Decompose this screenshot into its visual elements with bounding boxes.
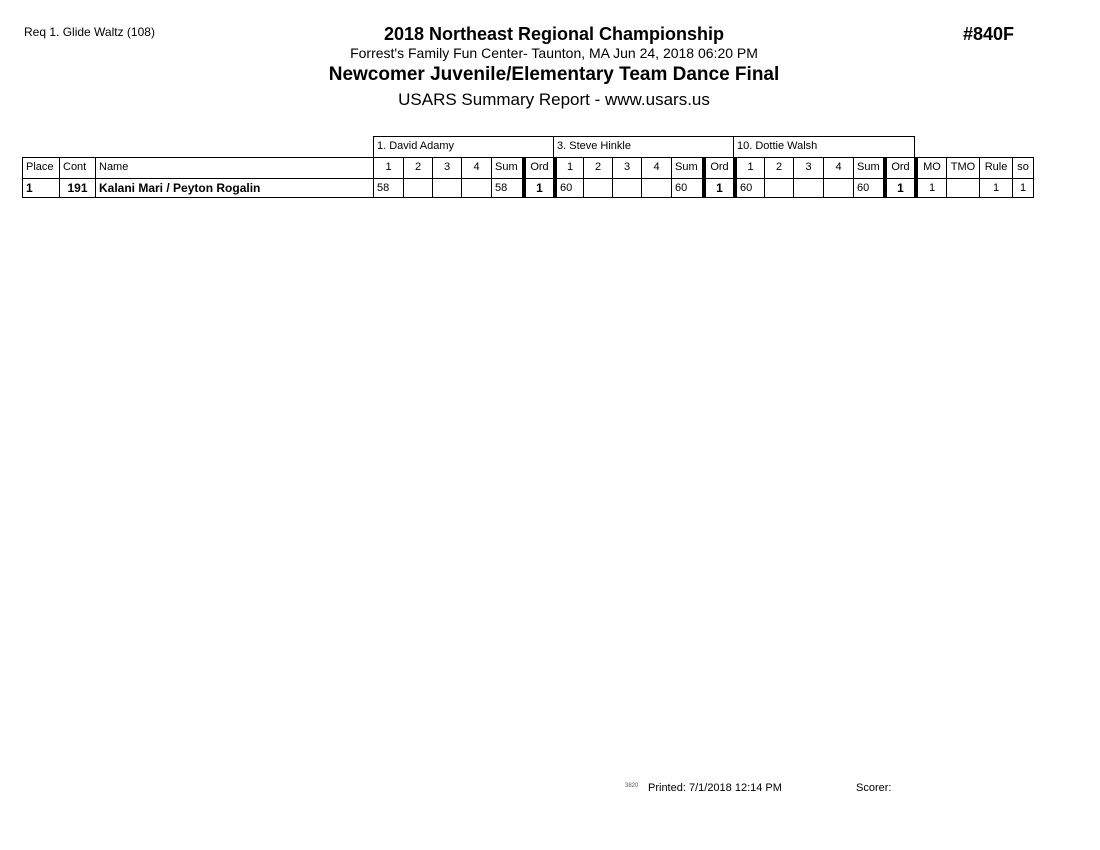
column-header: 1 [373, 157, 404, 179]
column-header-cont: Cont [59, 157, 96, 179]
column-header-name: Name [95, 157, 374, 179]
score-cell [461, 178, 492, 198]
column-header-tmo: TMO [946, 157, 980, 179]
column-header: 2 [583, 157, 613, 179]
score-cell [793, 178, 824, 198]
scorer-label: Scorer: [856, 782, 892, 794]
score-cell [583, 178, 613, 198]
score-cell: 60 [671, 178, 703, 198]
column-header: Sum [853, 157, 884, 179]
column-header: 3 [432, 157, 462, 179]
score-cell [612, 178, 642, 198]
place-cell: 1 [22, 178, 60, 198]
printed-date: Printed: 7/1/2018 12:14 PM [648, 782, 782, 794]
column-header-place: Place [22, 157, 60, 179]
score-cell [641, 178, 672, 198]
report-title: USARS Summary Report - www.usars.us [398, 90, 710, 109]
judge-header: 1. David Adamy [373, 136, 554, 158]
score-cell: 60 [733, 178, 765, 198]
name-cell: Kalani Mari / Peyton Rogalin [95, 178, 374, 198]
score-cell: 60 [853, 178, 884, 198]
column-header: Ord [883, 157, 915, 179]
column-header: Ord [702, 157, 734, 179]
column-header: 2 [764, 157, 794, 179]
rule-cell: 1 [979, 178, 1013, 198]
event-title: Newcomer Juvenile/Elementary Team Dance Final [328, 64, 780, 85]
venue-date: Forrest's Family Fun Center- Taunton, MA Jun 24, 2018 06:20 PM [350, 45, 758, 61]
column-header-rule: Rule [979, 157, 1013, 179]
score-cell: 1 [702, 178, 734, 198]
score-cell [403, 178, 433, 198]
judge-header: 10. Dottie Walsh [733, 136, 915, 158]
column-header: 1 [733, 157, 765, 179]
required-dance: Req 1. Glide Waltz (108) [24, 25, 155, 39]
column-header: 4 [641, 157, 672, 179]
column-header: 3 [612, 157, 642, 179]
cont-cell: 191 [59, 178, 96, 198]
column-header: 3 [793, 157, 824, 179]
report-code: 3820 [625, 783, 639, 789]
competition-title: 2018 Northeast Regional Championship [383, 24, 725, 44]
column-header: 2 [403, 157, 433, 179]
score-cell: 60 [553, 178, 584, 198]
score-cell: 58 [491, 178, 523, 198]
column-header: 1 [553, 157, 584, 179]
score-cell: 1 [522, 178, 554, 198]
judge-header: 3. Steve Hinkle [553, 136, 734, 158]
column-header-mo: MO [914, 157, 947, 179]
score-cell [432, 178, 462, 198]
score-cell: 58 [373, 178, 404, 198]
column-header-so: so [1012, 157, 1034, 179]
column-header: Sum [491, 157, 523, 179]
mo-cell: 1 [914, 178, 947, 198]
score-cell [764, 178, 794, 198]
column-header: Ord [522, 157, 554, 179]
score-cell [823, 178, 854, 198]
score-cell: 1 [883, 178, 915, 198]
so-cell: 1 [1012, 178, 1034, 198]
column-header: Sum [671, 157, 703, 179]
event-number: #840F [963, 24, 1015, 44]
column-header: 4 [461, 157, 492, 179]
tmo-cell [946, 178, 980, 198]
column-header: 4 [823, 157, 854, 179]
